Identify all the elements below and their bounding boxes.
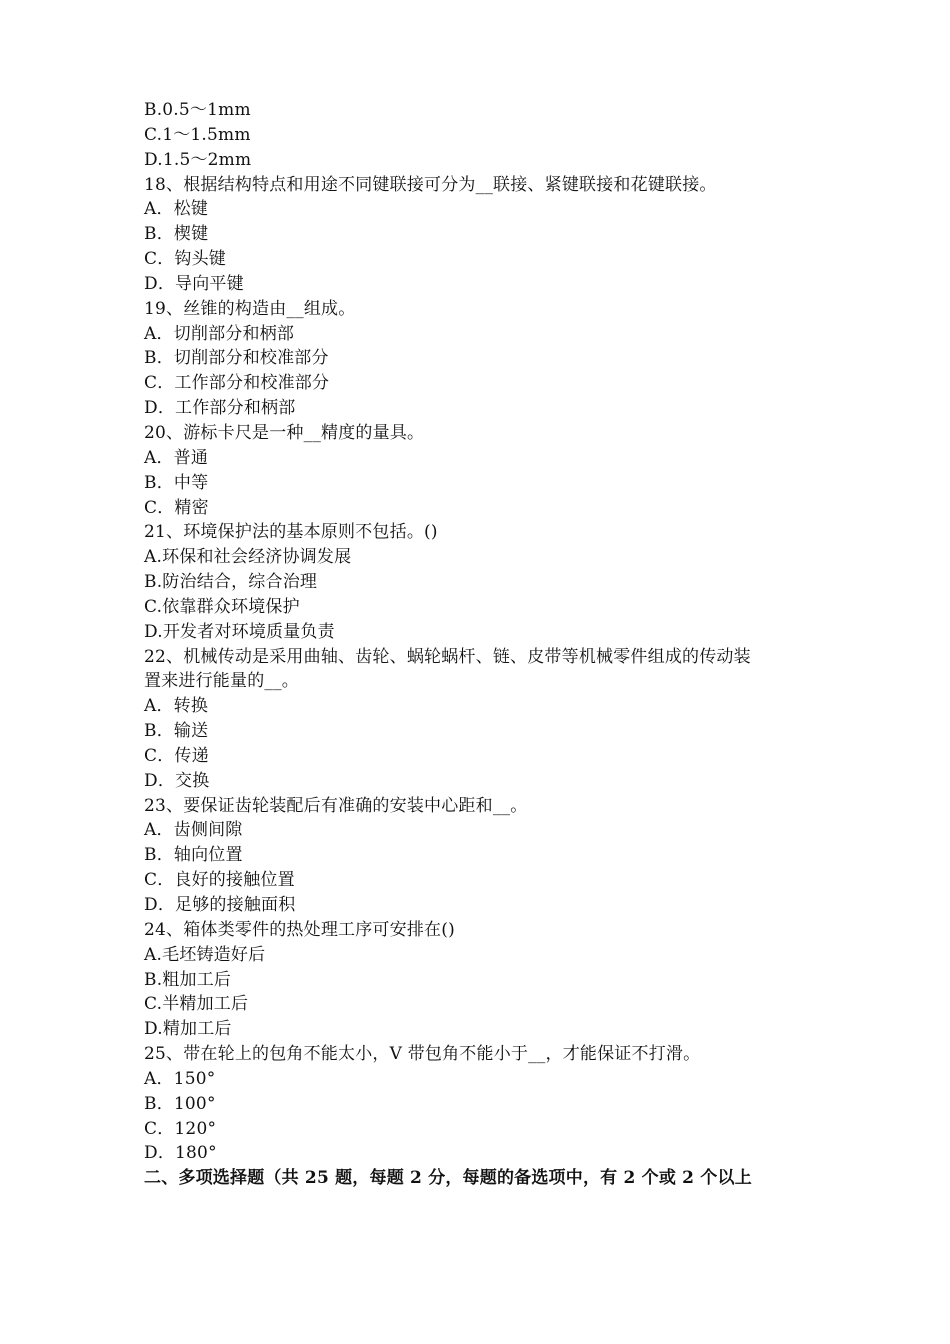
option-line: C.半精加工后 [144, 994, 249, 1015]
option-line: A．转换 [144, 696, 209, 717]
option-line: D．交换 [144, 770, 210, 791]
option-line: C．钩头键 [144, 249, 227, 270]
option-line: C．120° [144, 1118, 217, 1139]
option-line: B．楔键 [144, 224, 209, 245]
question-21: 21、环境保护法的基本原则不包括。() [144, 522, 438, 543]
question-18: 18、根据结构特点和用途不同键联接可分为__联接、紧键联接和花键联接。 [144, 174, 717, 195]
option-line: B.0.5～1mm [144, 100, 251, 120]
question-20: 20、游标卡尺是一种__精度的量具。 [144, 422, 425, 443]
question-23: 23、要保证齿轮装配后有准确的安装中心距和__。 [144, 795, 528, 816]
question-22-continued: 置来进行能量的__。 [144, 671, 299, 692]
option-line: A.毛坯铸造好后 [144, 944, 266, 965]
option-line: D.精加工后 [144, 1019, 232, 1040]
option-line: B.防治结合，综合治理 [144, 572, 318, 593]
question-24: 24、箱体类零件的热处理工序可安排在() [144, 919, 455, 940]
option-line: B．输送 [144, 721, 209, 742]
option-line: A．150° [144, 1068, 216, 1089]
option-line: D．工作部分和柄部 [144, 398, 296, 419]
option-line: A．普通 [144, 447, 209, 468]
option-line: A．齿侧间隙 [144, 820, 243, 841]
section-heading: 二、多项选择题（共 25 题，每题 2 分，每题的备选项中，有 2 个或 2 个以上 [144, 1168, 752, 1189]
question-22: 22、机械传动是采用曲轴、齿轮、蜗轮蜗杆、链、皮带等机械零件组成的传动装 [144, 646, 751, 667]
option-line: B．轴向位置 [144, 845, 243, 866]
option-line: D．180° [144, 1143, 217, 1164]
question-text-block [144, 98, 824, 1191]
option-line: D.1.5～2mm [144, 149, 252, 170]
question-25: 25、带在轮上的包角不能太小，V 带包角不能小于__，才能保证不打滑。 [144, 1044, 701, 1065]
option-line: C．精密 [144, 497, 209, 518]
option-line: D.开发者对环境质量负责 [144, 621, 335, 642]
option-line: B.粗加工后 [144, 969, 232, 990]
option-line: B．中等 [144, 472, 209, 493]
option-line: C.依靠群众环境保护 [144, 596, 300, 617]
option-line: A．切削部分和柄部 [144, 323, 295, 344]
option-line: D．足够的接触面积 [144, 895, 296, 915]
option-line: D．导向平键 [144, 273, 244, 294]
question-19: 19、丝锥的构造由__组成。 [144, 298, 356, 319]
option-line: C．工作部分和校准部分 [144, 373, 330, 394]
option-line: C.1～1.5mm [144, 124, 251, 145]
option-line: B．100° [144, 1093, 216, 1114]
option-line: C．传递 [144, 745, 209, 766]
option-line: B．切削部分和校准部分 [144, 348, 329, 369]
option-line: C．良好的接触位置 [144, 870, 295, 891]
option-line: A.环保和社会经济协调发展 [144, 547, 352, 568]
option-line: A．松键 [144, 199, 209, 220]
